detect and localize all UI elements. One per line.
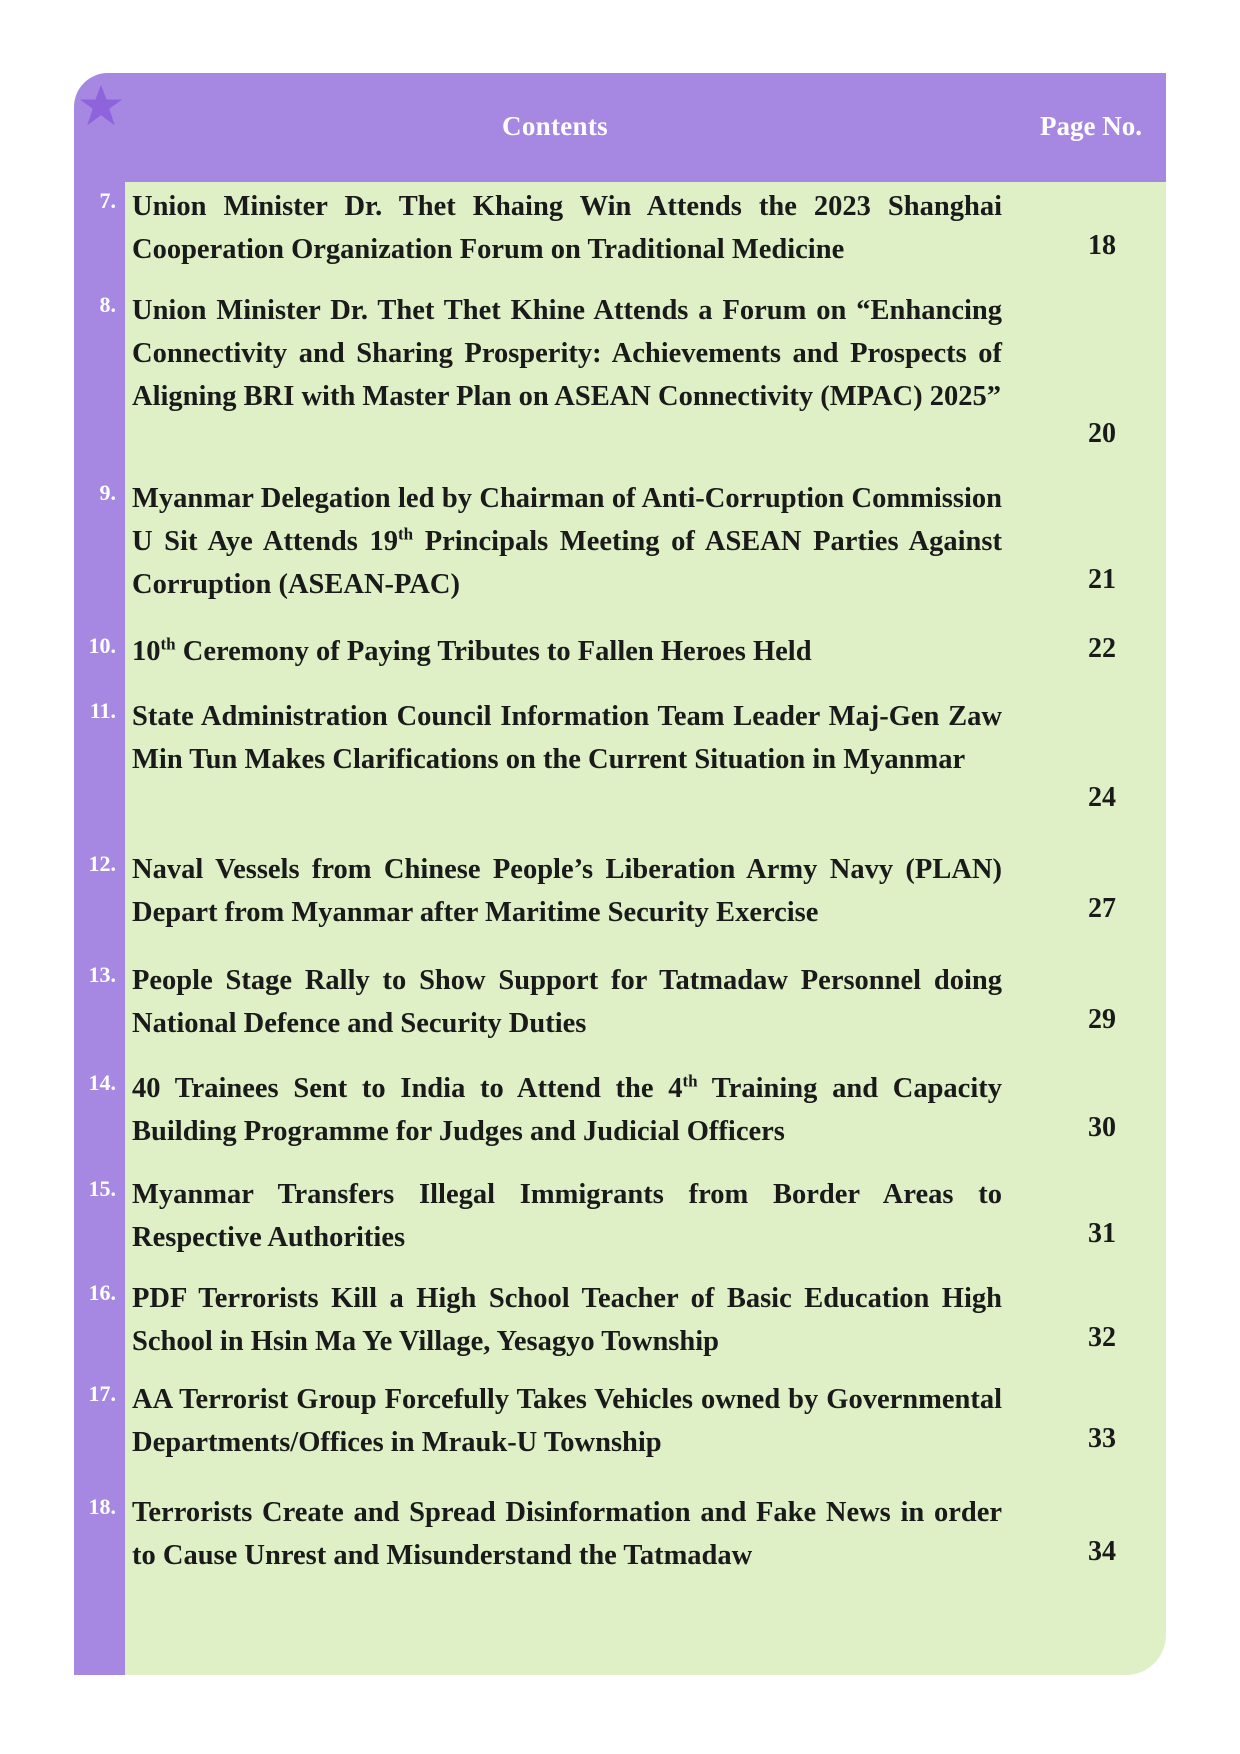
entry-page: 18	[1088, 230, 1116, 261]
entry-number: 11.	[89, 698, 116, 723]
entry-page: 24	[1088, 782, 1116, 813]
star-icon	[78, 83, 124, 129]
entry-title: Terrorists Create and Spread Disinformation and Fake News in order to Cause Unrest and Misunderstand the Tatmadaw	[132, 1497, 1002, 1571]
entry-page: 32	[1088, 1322, 1116, 1353]
entry-title: Myanmar Transfers Illegal Immigrants from Border Areas to Respective Authorities	[132, 1179, 1002, 1253]
entry-page: 29	[1088, 1004, 1116, 1035]
entry-title: AA Terrorist Group Forcefully Takes Vehicles owned by Governmental Departments/Offices in Mrauk-U Township	[132, 1384, 1002, 1458]
entry-page: 22	[1088, 633, 1116, 664]
entry-page: 33	[1088, 1423, 1116, 1454]
contents-heading: Contents	[502, 111, 608, 141]
entry-title: 10th Ceremony of Paying Tributes to Fallen Heroes Held	[132, 634, 812, 667]
entry-title: Union Minister Dr. Thet Khaing Win Attends the 2023 Shanghai Cooperation Organization Forum on Traditional Medicine	[132, 191, 1002, 265]
contents-card	[74, 73, 1166, 1675]
entry-number: 13.	[88, 962, 116, 987]
entry-title: Myanmar Delegation led by Chairman of Anti-Corruption Commission U Sit Aye Attends 19th Principals Meeting of ASEAN Parties Against Corruption (ASEAN-PAC)	[132, 483, 1002, 600]
entry-title: People Stage Rally to Show Support for Tatmadaw Personnel doing National Defence and Security Duties	[132, 965, 1002, 1039]
entry-title: Naval Vessels from Chinese People’s Liberation Army Navy (PLAN) Depart from Myanmar after Maritime Security Exercise	[132, 854, 1002, 928]
entry-title: State Administration Council Information Team Leader Maj-Gen Zaw Min Tun Makes Clarifications on the Current Situation in Myanmar	[132, 701, 1002, 775]
entry-page: 34	[1088, 1536, 1116, 1567]
entry-page: 21	[1088, 564, 1116, 595]
entry-number: 10.	[88, 633, 116, 658]
entry-number: 9.	[99, 480, 116, 505]
header-bar	[125, 73, 1166, 182]
entry-number: 7.	[99, 188, 116, 213]
entry-number: 18.	[88, 1494, 116, 1519]
entry-page: 27	[1088, 893, 1116, 924]
entry-number: 8.	[99, 292, 116, 317]
entry-number: 17.	[88, 1381, 116, 1406]
entry-title: Union Minister Dr. Thet Thet Khine Attends a Forum on “Enhancing Connectivity and Sharing Prosperity: Achievements and Prospects of Aligning BRI with Master Plan on ASEAN Connectivity (MPAC) 2025”	[132, 295, 1002, 412]
entry-title: PDF Terrorists Kill a High School Teacher of Basic Education High School in Hsin Ma Ye Village, Yesagyo Township	[132, 1283, 1002, 1357]
entry-page: 31	[1088, 1218, 1116, 1249]
entry-number: 14.	[88, 1070, 116, 1095]
page-no-heading: Page No.	[1040, 111, 1142, 141]
entry-title: 40 Trainees Sent to India to Attend the 4th Training and Capacity Building Programme for Judges and Judicial Officers	[132, 1071, 1002, 1147]
entry-number: 12.	[88, 851, 116, 876]
entry-page: 20	[1088, 418, 1116, 449]
entry-number: 16.	[88, 1280, 116, 1305]
entry-number: 15.	[88, 1176, 116, 1201]
entry-page: 30	[1088, 1112, 1116, 1143]
